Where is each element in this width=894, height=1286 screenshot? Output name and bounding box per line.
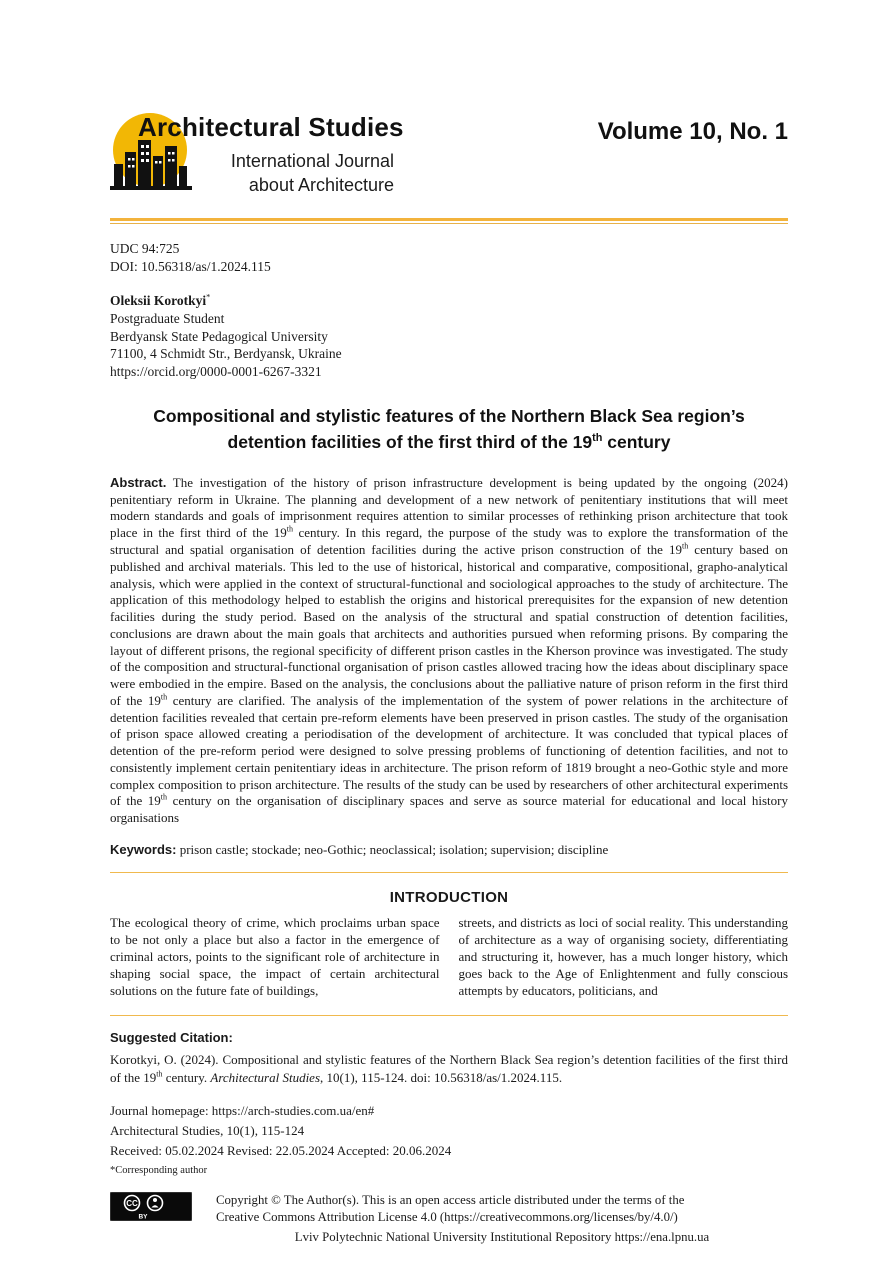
abstract-label: Abstract. <box>110 474 167 490</box>
author-position: Postgraduate Student <box>110 310 225 326</box>
author-block <box>110 292 788 380</box>
volume-label: Volume 10, No. 1 <box>597 118 788 145</box>
intro-column-right: streets, and districts as loci of social reality. This understanding of architecture as a way of organising society, differentiating and structuring it, however, has a much longer history, which goes back to the Age of Enlightenment and fully conscious attempts by educators, politicians, and <box>458 915 788 998</box>
suggested-citation-label: Suggested Citation: <box>110 1030 233 1046</box>
author-address: 71100, 4 Schmidt Str., Berdyansk, Ukraine <box>110 346 342 362</box>
journal-subtitle-line1: International Journal <box>230 151 394 171</box>
suggested-citation-text: Korotkyi, O. (2024). Compositional and stylistic features of the Northern Black Sea region’s detention facilities of the first third of the 19th century. Architectural Studies, 10(1), 115-124. doi: 10.56318/as/1.2024.115. <box>110 1052 788 1085</box>
article-meta <box>110 240 788 276</box>
introduction-heading: INTRODUCTION <box>389 889 509 906</box>
abstract-paragraph <box>110 475 788 827</box>
keywords-label: Keywords: <box>110 842 177 857</box>
doi-label: DOI: 10.56318/as/1.2024.115 <box>110 259 271 275</box>
journal-title: Architectural Studies <box>138 112 404 142</box>
journal-subtitle <box>138 149 394 198</box>
journal-brand <box>138 112 788 198</box>
journal-subtitle-line2: about Architecture <box>248 175 394 196</box>
header-divider <box>110 218 788 224</box>
copyright-row <box>110 1192 788 1246</box>
author-affiliation: Berdyansk State Pedagogical University <box>110 328 328 344</box>
cc-by-license-icon[interactable] <box>110 1192 192 1221</box>
keywords-text: prison castle; stockade; neo-Gothic; neoclassical; isolation; supervision; discipline <box>176 842 609 857</box>
author-corresponding-mark: * <box>206 292 211 302</box>
keywords-line <box>110 842 788 858</box>
abstract-text: The investigation of the history of prison infrastructure development is being updated by the ongoing (2024) penitentiary reform in Ukraine. The planning and development of a new network of penitentiary institutions that will meet modern standards and goals of imprisonment requires attention to similar processes of rethinking prison architecture that took place in the first third of the 19th century. In this regard, the purpose of the study was to explore the transformation of the structural and spatial organisation of detention facilities during the active prison construction of the 19th century based on published and archival materials. This led to the use of historical, historical and comparative, compositional, grapho-analytical analysis, which were applied in the context of structural-functional and sociological approaches to the study of architecture. The application of this methodology helped to establish the origins and historical prerequisites for the expansion of new detention facilities during the study period. Based on the analysis of the structural and spatial construction of detention facilities, conclusions are drawn about the main goals that architects and authorities pursued when reforming prisons. By comparing the layout of different prisons, the regional specificity of different prison castles in the Kherson province was investigated. The study of the composition and structural-functional organisation of prison castles allowed tracing how the ideas about disciplinary space were embodied in the empire. Based on the analysis, the conclusions about the palliative nature of prison reform in the first third of the 19th century are clarified. The analysis of the implementation of the system of power relations in the architecture of detention facilities revealed that certain pre-reform elements have been preserved in prison castles. The study of the organisation of prison space allowed creating a periodisation of the development of architecture. It was concluded that typical places of detention of the pre-reform period were designed to solve pressing problems of functioning of detention facilities, and not to consistently implement certain penitentiary ideas in architecture. The prison reform of 1819 brought a neo-Gothic style and more complex composition to prison architecture. The results of the study can be used by researchers of other architectural experiments of the 19th century on the organisation of disciplinary spaces and serve as source material for educational and local history organisations <box>110 474 788 826</box>
svg-text:CC: CC <box>126 1198 138 1208</box>
section-divider <box>110 872 788 873</box>
journal-homepage-link[interactable]: Journal homepage: https://arch-studies.com.ua/en# <box>110 1102 375 1118</box>
author-name: Oleksii Korotkyi <box>110 293 207 309</box>
cc-by-text: BY <box>138 1213 148 1221</box>
orcid-link[interactable]: https://orcid.org/0000-0001-6267-3321 <box>110 363 322 379</box>
introduction-columns <box>110 915 788 999</box>
article-title: Compositional and stylistic features of the Northern Black Sea region’s detention facilities of the first third of the 19th century <box>153 406 745 452</box>
footer-divider <box>110 1015 788 1016</box>
corresponding-author-note: *Corresponding author <box>110 1164 208 1176</box>
author-name-line <box>110 292 788 310</box>
journal-header <box>110 112 788 204</box>
copyright-text <box>216 1192 788 1246</box>
journal-reference: Architectural Studies, 10(1), 115-124 <box>110 1122 305 1138</box>
repository-link[interactable]: Lviv Polytechnic National University Institutional Repository https://ena.lpnu.ua <box>294 1229 710 1244</box>
copyright-line1: Copyright © The Author(s). This is an open access article distributed under the terms of the <box>216 1192 685 1207</box>
footer-info <box>110 1101 788 1161</box>
dates-line: Received: 05.02.2024 Revised: 22.05.2024 Accepted: 20.06.2024 <box>110 1142 452 1158</box>
intro-column-left: The ecological theory of crime, which proclaims urban space to be not only a place but also a factor in the emergence of criminal actors, points to the significant role of architecture in shaping social space, the impact of certain architectural solutions on the future fate of buildings, <box>110 915 440 998</box>
udc-label: UDC 94:725 <box>110 241 180 256</box>
copyright-line2: Creative Commons Attribution License 4.0 (https://creativecommons.org/licenses/by/4.0/) <box>216 1210 678 1225</box>
